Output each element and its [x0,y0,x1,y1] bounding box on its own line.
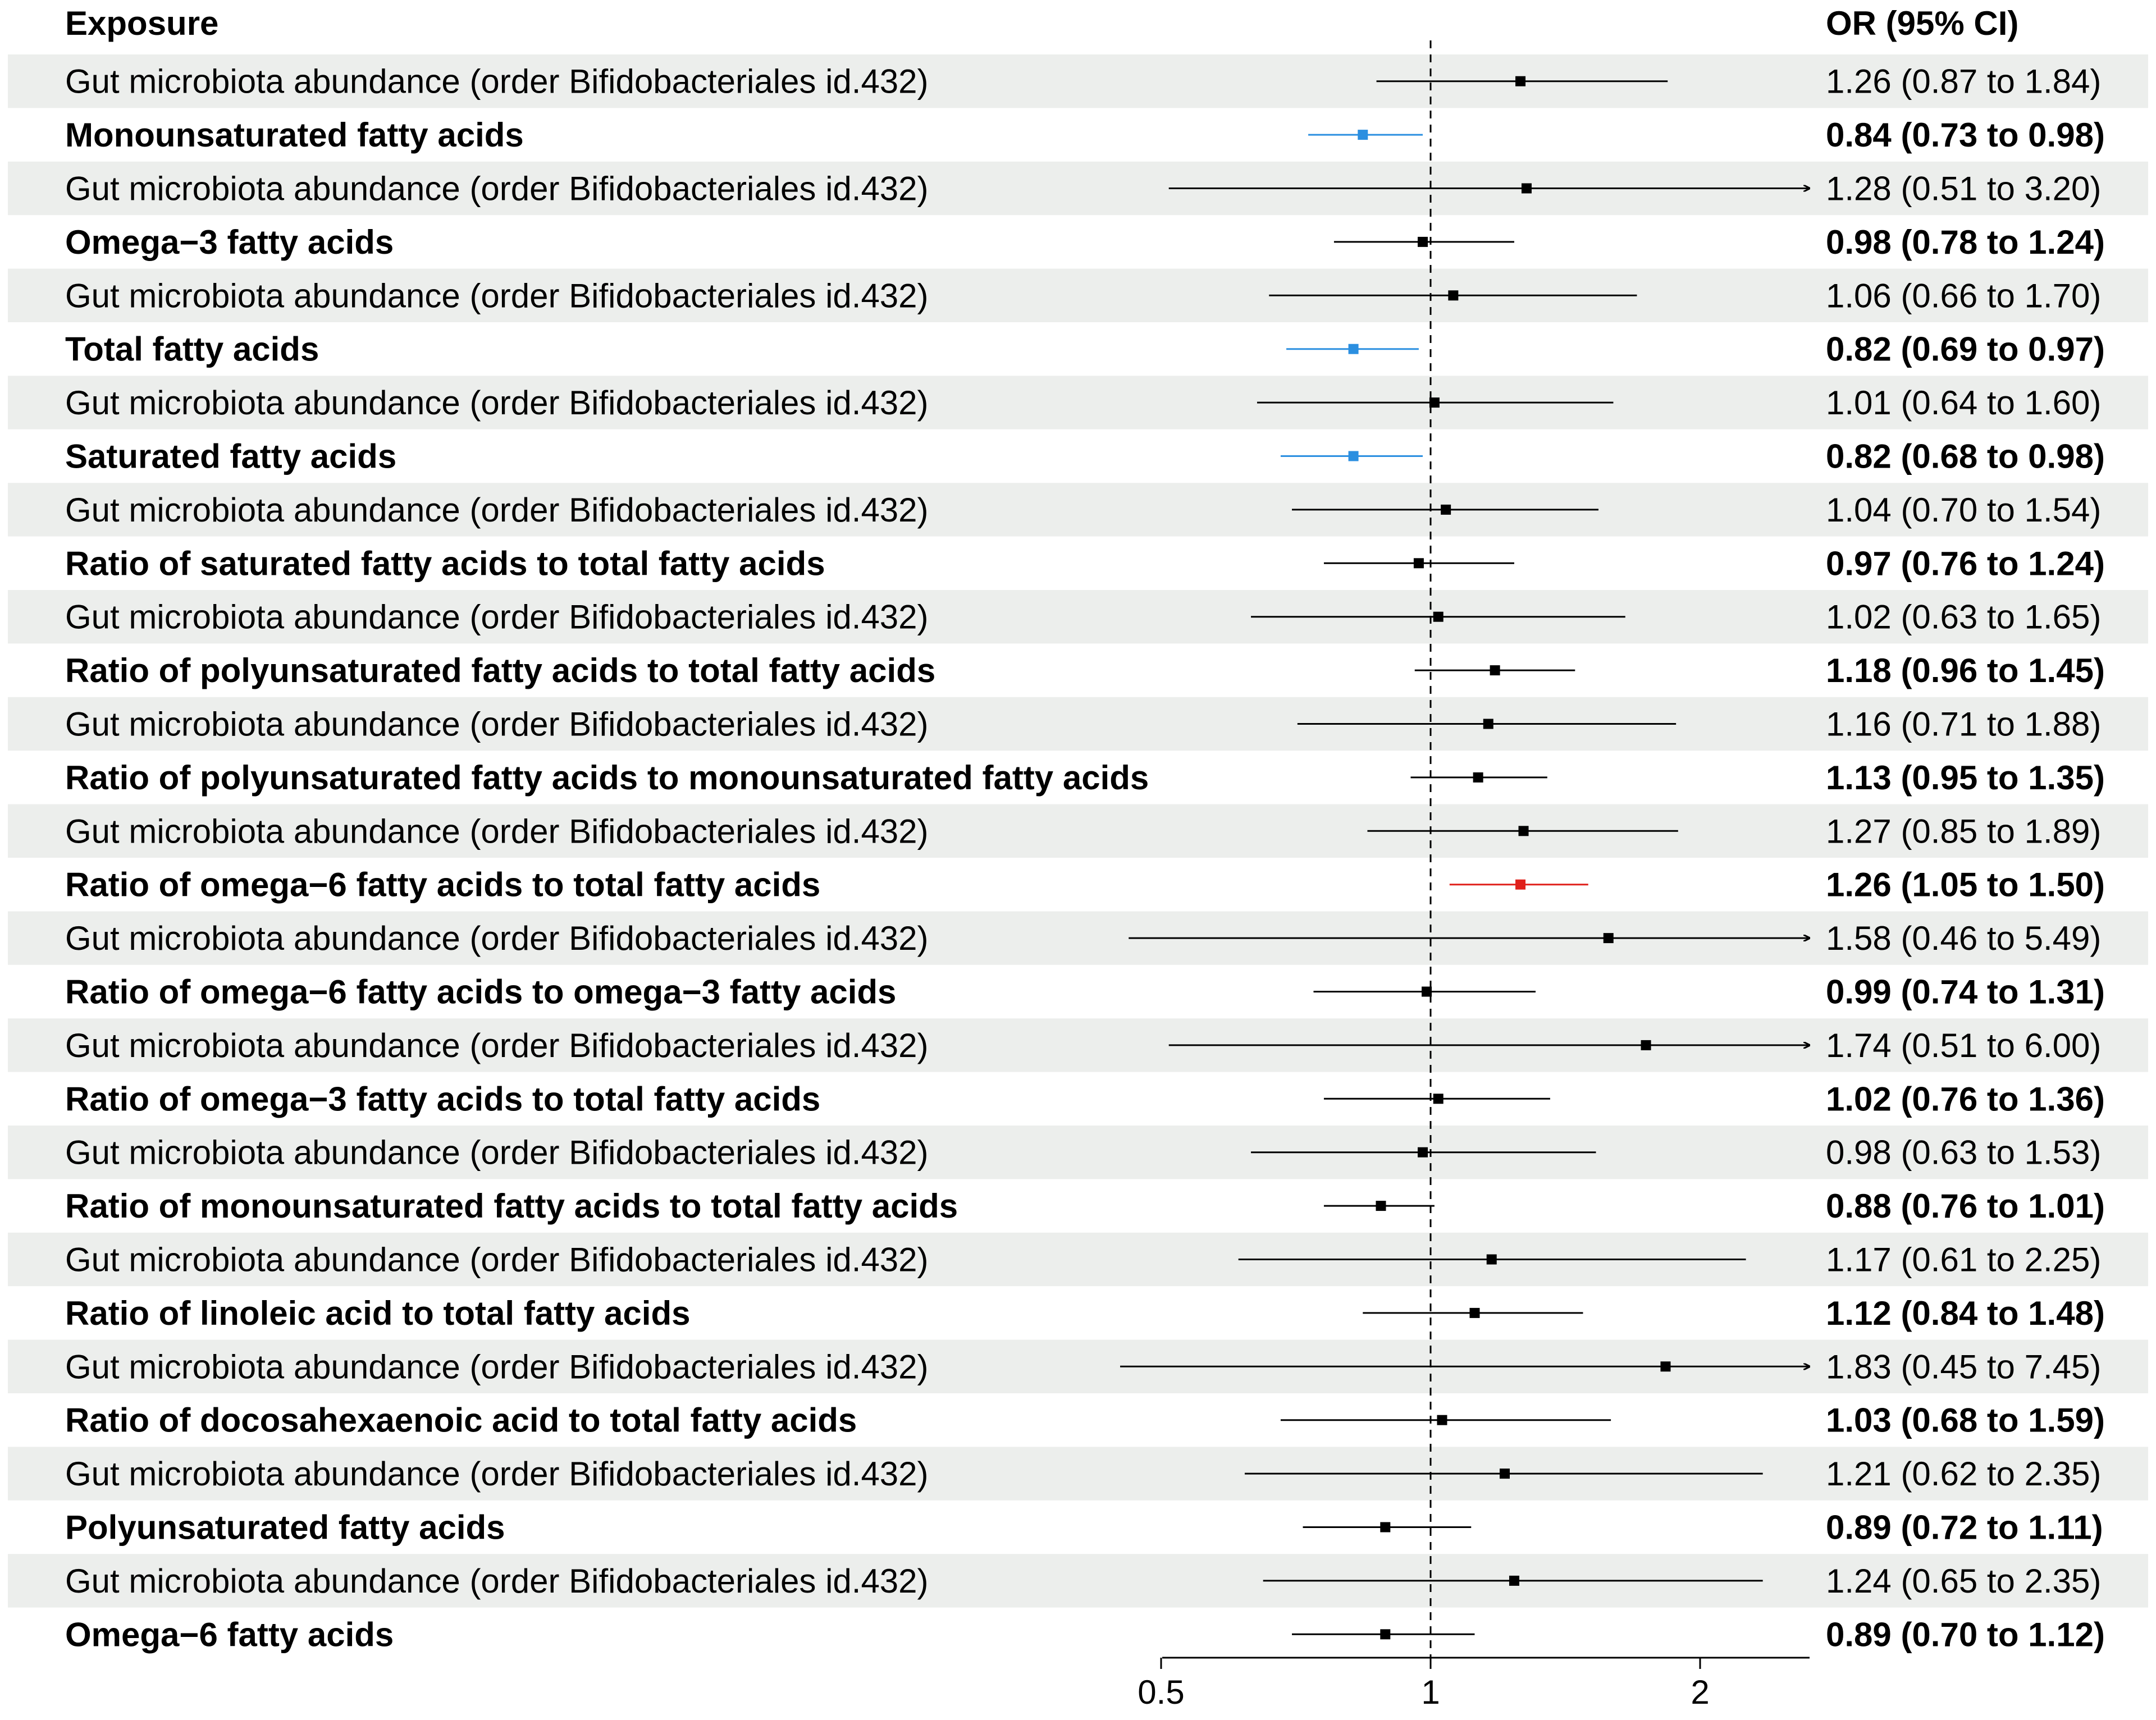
point-estimate [1429,397,1440,408]
table-row [65,438,2105,475]
x-axis [1138,1658,1810,1711]
or-ci-value: 1.26 (0.87 to 1.84) [1826,62,2102,100]
or-ci-value: 1.18 (0.96 to 1.45) [1826,652,2105,690]
exposure-label: Saturated fatty acids [65,437,397,475]
or-ci-value: 1.01 (0.64 to 1.60) [1826,384,2102,422]
or-ci-value: 1.13 (0.95 to 1.35) [1826,758,2105,797]
exposure-column-header: Exposure [65,4,219,42]
point-estimate [1418,1147,1428,1158]
exposure-label: Polyunsaturated fatty acids [65,1508,505,1547]
exposure-label: Ratio of docosahexaenoic acid to total fatty acids [65,1401,857,1439]
exposure-label: Ratio of polyunsaturated fatty acids to total fatty acids [65,652,936,690]
or-ci-value: 1.02 (0.63 to 1.65) [1826,598,2102,636]
or-ci-value: 0.98 (0.78 to 1.24) [1826,223,2105,261]
exposure-label: Gut microbiota abundance (order Bifidobacteriales id.432) [65,1348,929,1386]
exposure-label: Ratio of monounsaturated fatty acids to total fatty acids [65,1187,958,1225]
or-ci-value: 0.99 (0.74 to 1.31) [1826,973,2105,1011]
or-ci-value: 0.82 (0.68 to 0.98) [1826,437,2105,475]
exposure-label: Ratio of linoleic acid to total fatty acids [65,1294,691,1332]
exposure-label: Ratio of saturated fatty acids to total fatty acids [65,545,825,583]
exposure-label: Gut microbiota abundance (order Bifidobacteriales id.432) [65,1455,929,1493]
point-estimate [1515,880,1525,890]
or-ci-value: 1.17 (0.61 to 2.25) [1826,1241,2102,1279]
table-row [65,1509,2103,1547]
exposure-label: Ratio of omega−6 fatty acids to omega−3 fatty acids [65,973,897,1011]
table-row [65,1402,2105,1439]
or-ci-value: 1.58 (0.46 to 5.49) [1826,920,2102,958]
exposure-label: Omega−6 fatty acids [65,1616,394,1654]
point-estimate [1469,1308,1479,1318]
exposure-label: Gut microbiota abundance (order Bifidobacteriales id.432) [65,1241,929,1279]
point-estimate [1433,612,1444,622]
or-ci-value: 1.04 (0.70 to 1.54) [1826,491,2102,529]
or-ci-value: 1.12 (0.84 to 1.48) [1826,1294,2105,1332]
point-estimate [1380,1522,1390,1533]
exposure-label: Gut microbiota abundance (order Bifidobacteriales id.432) [65,920,929,958]
or-ci-value: 1.28 (0.51 to 3.20) [1826,170,2102,208]
point-estimate [1483,719,1493,729]
point-estimate [1349,344,1359,354]
or-ci-value: 0.82 (0.69 to 0.97) [1826,330,2105,368]
or-ci-value: 1.21 (0.62 to 2.35) [1826,1455,2102,1493]
point-estimate [1473,772,1483,783]
exposure-label: Monounsaturated fatty acids [65,116,524,154]
point-estimate [1349,451,1359,461]
point-estimate [1519,826,1529,836]
exposure-label: Gut microbiota abundance (order Bifidobacteriales id.432) [65,62,929,100]
or-ci-value: 1.74 (0.51 to 6.00) [1826,1026,2102,1064]
point-estimate [1358,130,1368,140]
or-ci-value: 0.88 (0.76 to 1.01) [1826,1187,2105,1225]
point-estimate [1414,558,1424,568]
point-estimate [1522,184,1532,194]
x-tick-label: 0.5 [1138,1673,1185,1711]
or-ci-column-header: OR (95% CI) [1826,4,2019,42]
table-row [65,545,2105,582]
point-estimate [1422,987,1432,997]
exposure-label: Gut microbiota abundance (order Bifidobacteriales id.432) [65,1026,929,1064]
or-ci-value: 0.98 (0.63 to 1.53) [1826,1133,2102,1172]
exposure-label: Gut microbiota abundance (order Bifidobacteriales id.432) [65,812,929,850]
exposure-label: Gut microbiota abundance (order Bifidobacteriales id.432) [65,491,929,529]
or-ci-value: 0.89 (0.72 to 1.11) [1826,1508,2103,1547]
point-estimate [1515,76,1525,86]
point-estimate [1380,1629,1390,1639]
or-ci-value: 0.89 (0.70 to 1.12) [1826,1616,2105,1654]
exposure-label: Gut microbiota abundance (order Bifidobacteriales id.432) [65,598,929,636]
exposure-label: Ratio of polyunsaturated fatty acids to monounsaturated fatty acids [65,758,1149,797]
or-ci-value: 1.26 (1.05 to 1.50) [1826,866,2105,904]
table-row [65,866,2105,904]
or-ci-value: 1.24 (0.65 to 2.35) [1826,1562,2102,1600]
or-ci-value: 1.03 (0.68 to 1.59) [1826,1401,2105,1439]
exposure-label: Gut microbiota abundance (order Bifidobacteriales id.432) [65,705,929,743]
point-estimate [1641,1040,1651,1050]
point-estimate [1500,1469,1510,1479]
exposure-label: Total fatty acids [65,330,319,368]
exposure-label: Gut microbiota abundance (order Bifidobacteriales id.432) [65,1133,929,1172]
point-estimate [1433,1094,1444,1104]
point-estimate [1660,1361,1670,1371]
exposure-label: Ratio of omega−6 fatty acids to total fatty acids [65,866,821,904]
point-estimate [1448,290,1458,300]
table-row [65,1294,2105,1332]
or-ci-value: 1.83 (0.45 to 7.45) [1826,1348,2102,1386]
point-estimate [1376,1201,1386,1211]
x-tick-label: 2 [1691,1673,1710,1711]
point-estimate [1604,933,1614,943]
exposure-label: Gut microbiota abundance (order Bifidobacteriales id.432) [65,170,929,208]
or-ci-value: 1.02 (0.76 to 1.36) [1826,1080,2105,1118]
table-row [65,1080,2105,1118]
table-row [65,1616,2105,1653]
x-tick-label: 1 [1421,1673,1440,1711]
exposure-label: Gut microbiota abundance (order Bifidobacteriales id.432) [65,1562,929,1600]
point-estimate [1418,237,1428,247]
or-ci-value: 1.27 (0.85 to 1.89) [1826,812,2102,850]
exposure-label: Gut microbiota abundance (order Bifidobacteriales id.432) [65,384,929,422]
point-estimate [1487,1255,1497,1265]
exposure-label: Ratio of omega−3 fatty acids to total fatty acids [65,1080,821,1118]
or-ci-value: 1.06 (0.66 to 1.70) [1826,277,2102,315]
or-ci-value: 1.16 (0.71 to 1.88) [1826,705,2102,743]
or-ci-value: 0.97 (0.76 to 1.24) [1826,545,2105,583]
exposure-label: Gut microbiota abundance (order Bifidobacteriales id.432) [65,277,929,315]
table-row [65,652,2105,689]
table-row [65,116,2105,154]
table-row [65,759,2105,797]
point-estimate [1509,1576,1519,1586]
table-row [65,331,2105,368]
table-row [65,223,2105,261]
point-estimate [1490,665,1500,675]
exposure-label: Omega−3 fatty acids [65,223,394,261]
table-header [65,4,2018,42]
table-row [65,973,2105,1011]
table-row [65,1187,2105,1225]
point-estimate [1437,1415,1447,1425]
point-estimate [1441,505,1451,515]
or-ci-value: 0.84 (0.73 to 0.98) [1826,116,2105,154]
